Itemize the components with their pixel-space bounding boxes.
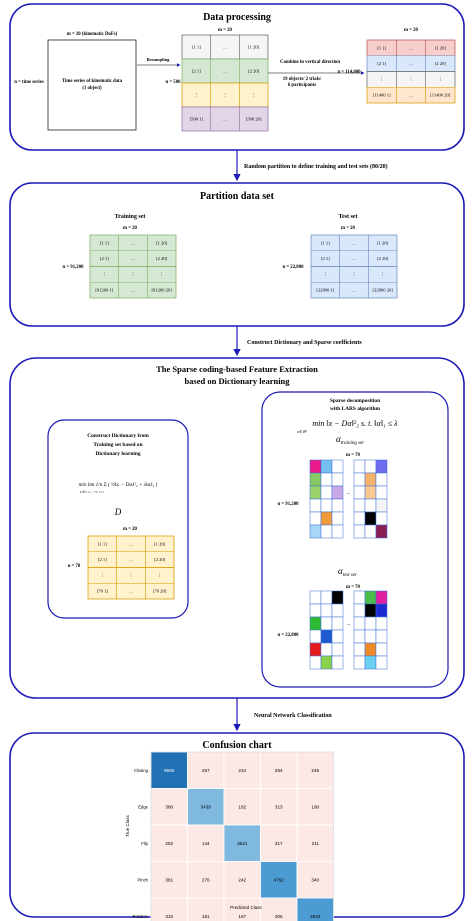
confusion-value: 381 xyxy=(165,877,174,883)
combined-cell: ⋮ xyxy=(438,76,443,82)
sparse-coefficient-cell xyxy=(332,512,343,525)
sparse-coefficient-cell xyxy=(376,656,387,669)
resampled-cell: ... xyxy=(223,44,227,50)
confusion-row-label: Edge xyxy=(138,804,148,810)
resampling-label: Resampling xyxy=(146,57,170,62)
confusion-value: 211 xyxy=(311,840,319,846)
sparse-coefficient-cell xyxy=(332,630,343,643)
test-set-title: Test set xyxy=(338,214,358,220)
combined-cell: [2 1] xyxy=(377,61,387,67)
confusion-value: 340 xyxy=(311,877,320,883)
sparse-equation: min ‖x − Dα‖²₂ s. t. ‖α‖₁ ≤ λ xyxy=(312,419,398,428)
resampled-cell: ... xyxy=(223,68,227,74)
m-kinematic-label: m = 20 (kinematic DoFs) xyxy=(66,32,118,37)
combined-cell: [2 20] xyxy=(434,61,446,67)
confusion-row-label: Rotation xyxy=(132,913,148,919)
confusion-value: 144 xyxy=(201,840,210,846)
confusion-value: 257 xyxy=(201,767,210,773)
sparse-coefficient-cell xyxy=(376,473,387,486)
confusion-value: 242 xyxy=(238,877,247,883)
sparse-coefficient-cell xyxy=(310,617,321,630)
test-cell: ⋮ xyxy=(323,271,328,277)
resampled-matrix xyxy=(182,35,268,131)
test-cell: [2 20] xyxy=(377,256,389,262)
dict-cell: ⋮ xyxy=(100,572,105,578)
sparse-coefficient-cell xyxy=(354,617,365,630)
sparse-coefficient-cell xyxy=(332,617,343,630)
classification-arrow-label: Neural Network Classification xyxy=(254,713,332,719)
confusion-matrix xyxy=(132,752,333,921)
combined-cell: [1 1] xyxy=(377,45,387,51)
sparse-coefficient-cell xyxy=(332,604,343,617)
test-cell: ⋮ xyxy=(351,271,357,277)
sparse-coefficient-cell xyxy=(321,656,332,669)
sparse-coefficient-cell xyxy=(332,656,343,669)
sparse-title-line1: Sparse decomposition xyxy=(329,398,381,404)
confusion-value: 3439 xyxy=(200,804,211,810)
sparse-coefficient-cell xyxy=(321,630,332,643)
sparse-coefficient-cell xyxy=(332,460,343,473)
train-cell: [2 20] xyxy=(156,256,168,262)
confusion-value: 3621 xyxy=(237,840,248,846)
sparse-coefficient-cell xyxy=(321,473,332,486)
dict-cell: ... xyxy=(129,541,133,547)
dict-cell: [1 20] xyxy=(154,541,166,547)
combined-m-label: m = 20 xyxy=(404,28,418,33)
sparse-coefficient-cell xyxy=(310,525,321,538)
test-cell: ⋮ xyxy=(380,271,385,277)
train-cell: ⋮ xyxy=(159,271,164,277)
sparse-coefficient-cell xyxy=(365,525,376,538)
combined-cell: ... xyxy=(409,61,413,67)
resampled-cell: [2 20] xyxy=(248,68,260,74)
resampled-cell: ⋮ xyxy=(194,92,199,98)
combined-cell: [11400 1] xyxy=(372,92,391,98)
test-cell: [1 20] xyxy=(377,240,389,246)
sparse-coefficient-cell xyxy=(321,604,332,617)
sparse-coefficient-cell xyxy=(376,486,387,499)
sparse-coefficient-cell xyxy=(332,473,343,486)
sparse-coefficient-cell xyxy=(365,473,376,486)
sparse-coefficient-cell xyxy=(365,604,376,617)
sparse-coefficient-cell xyxy=(310,591,321,604)
objects-label-line2: 6 participants xyxy=(287,83,317,88)
sparse-coefficient-cell xyxy=(354,512,365,525)
alpha-training-m-label: m = 70 xyxy=(346,453,360,458)
sparse-coefficient-cell xyxy=(354,656,365,669)
confusion-value: 190 xyxy=(311,804,320,810)
confusion-value: 317 xyxy=(274,840,283,846)
confusion-value: 181 xyxy=(201,913,210,919)
time-series-box-line1: Time series of kinematic data xyxy=(61,79,123,84)
dict-cell: ... xyxy=(129,557,133,563)
sparse-coefficient-cell xyxy=(321,512,332,525)
time-series-box-line2: (1 object) xyxy=(82,86,102,91)
combined-cell: [11400 20] xyxy=(430,92,451,98)
sparse-coefficient-cell xyxy=(310,630,321,643)
sparse-coefficient-cell xyxy=(354,486,365,499)
training-m-label: m = 20 xyxy=(123,226,137,231)
dictionary-title-line3: Dictionary learning xyxy=(95,451,141,457)
alpha-training-symbol: $\alpha_{training set}$ xyxy=(336,434,364,446)
train-cell: [1 20] xyxy=(156,240,168,246)
resampled-cell: ⋮ xyxy=(222,92,228,98)
train-cell: ... xyxy=(131,256,135,262)
dictionary-equation-sub: D∈C n→+∞ i=1 xyxy=(80,490,104,494)
train-cell: ... xyxy=(131,240,135,246)
resampled-cell: [500 1] xyxy=(189,116,204,122)
sparse-coefficient-cell xyxy=(310,486,321,499)
confusion-value: 167 xyxy=(238,913,247,919)
resampled-cell: [1 20] xyxy=(248,44,260,50)
sparse-equation-sub: α∈ℝᵏ xyxy=(297,429,307,434)
train-cell: [91200 20] xyxy=(151,287,172,293)
dict-cell: ⋮ xyxy=(157,572,162,578)
confusion-row-label: Pinch xyxy=(137,877,148,883)
dictionary-m-label: m = 20 xyxy=(123,527,137,532)
sparse-coefficient-cell xyxy=(354,604,365,617)
sparse-coefficient-cell xyxy=(365,499,376,512)
sparse-coefficient-cell xyxy=(354,643,365,656)
sparse-coefficient-cell xyxy=(376,591,387,604)
resampled-m-label: m = 20 xyxy=(218,28,232,33)
sparse-coefficient-cell xyxy=(354,473,365,486)
sparse-coefficient-cell xyxy=(310,499,321,512)
resampled-cell: [1 1] xyxy=(191,44,201,50)
n-time-series-label: n = time series xyxy=(14,80,44,85)
dict-cell: [70 1] xyxy=(96,588,108,594)
sparse-coefficient-cell xyxy=(376,643,387,656)
sparse-coefficient-cell xyxy=(376,617,387,630)
dict-cell: ⋮ xyxy=(128,572,134,578)
test-cell: ... xyxy=(352,256,356,262)
sparse-coefficient-cell xyxy=(376,525,387,538)
confusion-row-label: Flip xyxy=(141,840,148,846)
resampled-n-label: n = 500 xyxy=(165,80,181,85)
combined-cell: ⋮ xyxy=(408,76,414,82)
combined-cell: ⋮ xyxy=(379,76,384,82)
resampled-cell: ... xyxy=(223,116,227,122)
alpha-training-n-label: n = 91,200 xyxy=(277,502,299,507)
data-processing-title: Data processing xyxy=(203,12,271,23)
sparse-coefficient-cell xyxy=(376,499,387,512)
sparse-coefficient-cell xyxy=(310,604,321,617)
dictionary-title-line1: Construct Dictionary from xyxy=(87,433,149,439)
confusion-value: 276 xyxy=(201,877,210,883)
dictionary-D-symbol: D xyxy=(114,507,122,517)
sparse-coefficient-cell xyxy=(321,499,332,512)
sparse-coefficient-cell xyxy=(321,643,332,656)
training-set-matrix xyxy=(90,235,176,298)
combined-n-label: n = 114,000 xyxy=(337,70,361,75)
sparse-coefficient-cell xyxy=(365,591,376,604)
test-m-label: m = 20 xyxy=(341,226,355,231)
confusion-value: 4942 xyxy=(310,913,321,919)
dict-cell: ... xyxy=(129,588,133,594)
dictionary-equation: min lim 1/n Σ ( ½‖xᵢ − Dαᵢ‖²₂ + λ‖αᵢ‖₁ ) xyxy=(78,482,158,488)
sparse-coefficient-cell xyxy=(310,460,321,473)
training-set-title: Training set xyxy=(114,214,146,220)
partition-arrow-label: Random partition to define training and test sets (80/20) xyxy=(244,164,388,170)
sparse-dots: ... xyxy=(346,491,351,497)
sparse-coefficient-cell xyxy=(332,525,343,538)
resampled-cell: [500 20] xyxy=(245,116,262,122)
alpha-test-symbol: $\alpha_{test set}$ xyxy=(338,566,357,578)
sparse-coefficient-cell xyxy=(332,591,343,604)
sparse-coefficient-cell xyxy=(365,630,376,643)
sparse-coefficient-cell xyxy=(376,630,387,643)
sparse-coefficient-cell xyxy=(354,499,365,512)
sparse-coefficient-cell xyxy=(310,656,321,669)
dict-cell: [2 1] xyxy=(97,557,107,563)
resampled-cell: ⋮ xyxy=(251,92,256,98)
test-cell: ... xyxy=(352,287,356,293)
dict-cell: [70 20] xyxy=(152,588,167,594)
test-cell: ... xyxy=(352,240,356,246)
test-set-matrix xyxy=(311,235,397,298)
test-n-label: n = 22,800 xyxy=(282,265,304,270)
confusion-value: 245 xyxy=(311,767,320,773)
sparse-coefficient-cell xyxy=(310,512,321,525)
dictionary-matrix xyxy=(88,536,174,599)
train-cell: ... xyxy=(131,287,135,293)
sparse-dots: ... xyxy=(346,622,351,628)
sparse-coefficient-cell xyxy=(310,473,321,486)
sparse-coefficient-cell xyxy=(310,643,321,656)
alpha-test-n-label: n = 22,800 xyxy=(277,633,299,638)
combined-cell: ... xyxy=(409,45,413,51)
test-cell: [22800 20] xyxy=(372,287,393,293)
confusion-value: 306 xyxy=(274,913,283,919)
test-cell: [1 1] xyxy=(320,240,330,246)
combined-cell: [1 20] xyxy=(434,45,446,51)
sparse-coefficient-cell xyxy=(354,630,365,643)
confusion-value: 9665 xyxy=(164,767,175,773)
alpha-test-m-label: m = 70 xyxy=(346,585,360,590)
partition-title: Partition data set xyxy=(200,191,274,202)
sparse-coefficient-cell xyxy=(321,525,332,538)
sparse-coefficient-cell xyxy=(376,460,387,473)
combined-matrix xyxy=(367,40,455,103)
resampled-cell: [2 1] xyxy=(191,68,201,74)
sparse-coefficient-cell xyxy=(365,512,376,525)
train-cell: [91200 1] xyxy=(95,287,114,293)
sparse-coefficient-cell xyxy=(321,591,332,604)
sparse-coefficient-cell xyxy=(376,512,387,525)
sparse-coefficient-cell xyxy=(365,486,376,499)
sparse-coefficient-cell xyxy=(354,525,365,538)
dict-cell: [1 1] xyxy=(97,541,107,547)
test-cell: [2 1] xyxy=(320,256,330,262)
sparse-coefficient-cell xyxy=(365,617,376,630)
sparse-coding-title-line2: based on Dictionary learning xyxy=(184,376,290,386)
training-n-label: n = 91,200 xyxy=(62,265,84,270)
confusion-ylabel: True Class xyxy=(125,815,130,837)
dictionary-title-line2: Training set based on xyxy=(93,442,143,448)
confusion-title: Confusion chart xyxy=(202,740,272,751)
objects-label-line1: 19 objects/ 2 trials/ xyxy=(282,77,322,82)
confusion-value: 254 xyxy=(274,767,283,773)
sparse-coefficient-cell xyxy=(376,604,387,617)
construct-arrow-label: Construct Dictionary and Sparse coefficients xyxy=(247,340,362,346)
dict-cell: [2 20] xyxy=(154,557,166,563)
sparse-coefficient-cell xyxy=(332,486,343,499)
sparse-coefficient-cell xyxy=(332,499,343,512)
sparse-coefficient-cell xyxy=(354,460,365,473)
time-series-box xyxy=(48,40,136,130)
confusion-value: 4752 xyxy=(273,877,284,883)
dictionary-n-label: n = 70 xyxy=(67,564,81,569)
sparse-coefficient-cell xyxy=(354,591,365,604)
train-cell: ⋮ xyxy=(102,271,107,277)
test-cell: [22800 1] xyxy=(316,287,335,293)
sparse-coefficient-cell xyxy=(321,486,332,499)
confusion-value: 252 xyxy=(165,840,174,846)
sparse-title-line2: with LARS algorithm xyxy=(329,406,381,412)
sparse-coefficient-cell xyxy=(321,617,332,630)
sparse-coefficient-cell xyxy=(332,643,343,656)
confusion-xlabel: Predicted Class xyxy=(230,905,262,910)
sparse-coding-title-line1: The Sparse coding-based Feature Extraction xyxy=(156,364,318,374)
confusion-value: 310 xyxy=(165,913,174,919)
train-cell: [1 1] xyxy=(99,240,109,246)
confusion-value: 313 xyxy=(274,804,283,810)
train-cell: [2 1] xyxy=(99,256,109,262)
train-cell: ⋮ xyxy=(130,271,136,277)
confusion-row-label: Closing xyxy=(134,767,148,773)
confusion-value: 380 xyxy=(165,804,174,810)
sparse-coefficient-cell xyxy=(365,643,376,656)
sparse-coefficient-cell xyxy=(365,656,376,669)
confusion-value: 234 xyxy=(238,767,247,773)
combined-cell: ... xyxy=(409,92,413,98)
sparse-coefficient-cell xyxy=(365,460,376,473)
combine-label: Combine in vertical direction xyxy=(280,60,340,65)
sparse-coefficient-cell xyxy=(321,460,332,473)
confusion-value: 182 xyxy=(238,804,247,810)
